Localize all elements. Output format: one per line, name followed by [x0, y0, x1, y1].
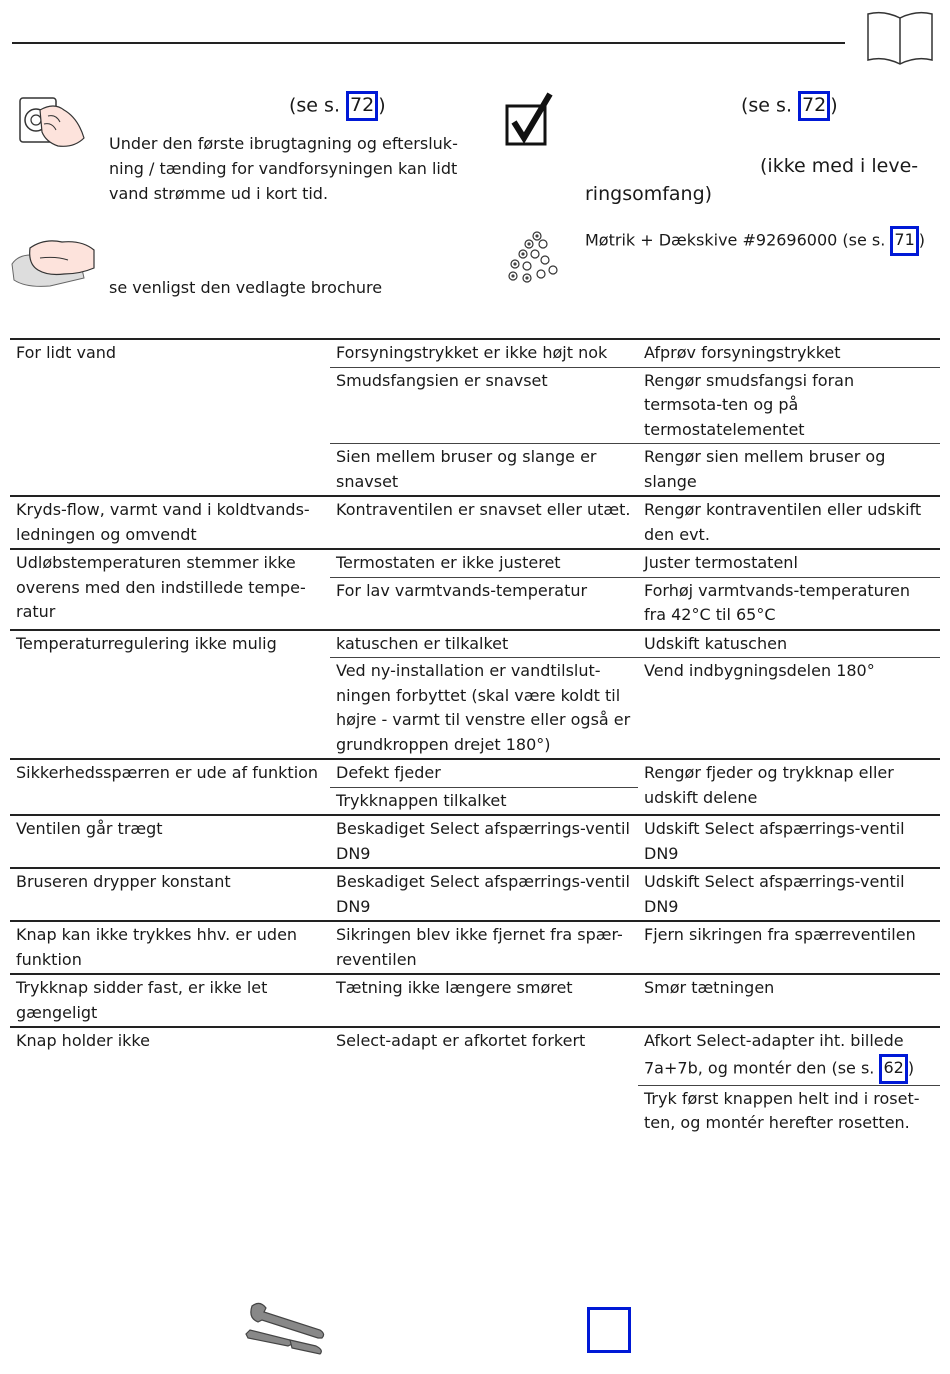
cause-cell: Tætning ikke længere smøret	[330, 974, 638, 1027]
table-row	[10, 921, 940, 974]
problem-cell: Sikkerhedsspærren er ude af funktion	[10, 759, 330, 815]
page-ref-link-62[interactable]: 62	[879, 1054, 907, 1084]
first-use-note: Under den første ibrugtagning og eftersluk- ning / tænding for vandforsyningen kan lidt vand strømme ud i kort tid.	[109, 134, 458, 203]
problem-cell: Temperaturregulering ikke mulig	[10, 630, 330, 760]
remedy-cell: Afkort Select-adapter iht. billede 7a+7b, og montér den (se s. 62 )	[638, 1027, 940, 1085]
remedy-cell: Forhøj varmtvands-temperaturen fra 42°C til 65°C	[638, 577, 940, 630]
page-ref-link-72-left[interactable]: 72	[346, 91, 378, 121]
remedy-cell: Smør tætningen	[638, 974, 940, 1027]
cause-cell: Ved ny-installation er vandtilslut-ningen forbyttet (skal være koldt til højre - varmt til venstre eller også er grundkroppen drejet 180°)	[330, 658, 638, 760]
cause-cell: Termostaten er ikke justeret	[330, 549, 638, 577]
cause-cell: Kontraventilen er snavset eller utæt.	[330, 496, 638, 549]
cause-cell: Defekt fjeder	[330, 759, 638, 787]
problem-cell: Kryds-flow, varmt vand i koldtvands-ledningen og omvendt	[10, 496, 330, 549]
wrench-screwdriver-icon	[242, 1300, 328, 1358]
remedy-cell: Juster termostatenl	[638, 549, 940, 577]
remedy-cell: Fjern sikringen fra spærreventilen	[638, 921, 940, 974]
remedy-cell: Afprøv forsyningstrykket	[638, 339, 940, 367]
remedy-cell: Udskift Select afspærrings-ventil DN9	[638, 868, 940, 921]
cause-cell: Sien mellem bruser og slange er snavset	[330, 444, 638, 497]
not-included-note: (ikke med i leve-	[760, 155, 919, 177]
remedy-cell: Rengør kontraventilen eller udskift den evt.	[638, 496, 940, 549]
table-row	[10, 868, 940, 921]
top-right-page-reference: (se s. 72 )	[741, 91, 838, 121]
remedy-cell: Rengør smudsfangsi foran termsota-ten og på termostatelementet	[638, 367, 940, 444]
cause-cell: katuschen er tilkalket	[330, 630, 638, 658]
nuts-washers-icon	[505, 230, 561, 284]
remedy-cell: Vend indbygningsdelen 180°	[638, 658, 940, 760]
remedy-cell: Udskift katuschen	[638, 630, 940, 658]
problem-cell: Knap kan ikke trykkes hhv. er uden funktion	[10, 921, 330, 974]
problem-cell: Knap holder ikke	[10, 1027, 330, 1137]
problem-cell: Udløbstemperaturen stemmer ikke overens med den indstillede tempe-ratur	[10, 549, 330, 630]
problem-cell: Ventilen går trægt	[10, 815, 330, 868]
cause-cell: Sikringen blev ikke fjernet fra spær-reventilen	[330, 921, 638, 974]
problem-cell: Trykknap sidder fast, er ikke let gængeligt	[10, 974, 330, 1027]
top-left-page-reference: (se s. 72 )	[289, 91, 386, 121]
troubleshooting-table	[10, 338, 940, 1137]
parts-line: Møtrik + Dækskive #92696000 (se s. 71 )	[585, 226, 925, 256]
open-book-icon	[866, 10, 934, 66]
problem-cell: Bruseren drypper konstant	[10, 868, 330, 921]
problem-cell: For lidt vand	[10, 339, 330, 496]
page-ref-link-72-right[interactable]: 72	[798, 91, 830, 121]
cause-cell: Trykknappen tilkalket	[330, 787, 638, 815]
cleaning-brochure-note: se venligst den vedlagte brochure	[109, 278, 383, 297]
cleaning-hand-icon	[10, 234, 96, 290]
table-row	[10, 1027, 940, 1085]
header-rule	[12, 42, 845, 44]
cause-cell: Beskadiget Select afspærrings-ventil DN9	[330, 868, 638, 921]
turn-valve-icon	[14, 92, 90, 150]
cause-cell: For lav varmtvands-temperatur	[330, 577, 638, 630]
checkmark-box-icon	[504, 92, 554, 148]
remedy-cell: Tryk først knappen helt ind i roset-ten, og montér herefter rosetten.	[638, 1085, 940, 1137]
page-ref-link-71[interactable]: 71	[890, 226, 918, 256]
table-row	[10, 759, 940, 787]
cause-cell: Forsyningstrykket er ikke højt nok	[330, 339, 638, 367]
remedy-cell: Udskift Select afspærrings-ventil DN9	[638, 815, 940, 868]
table-row	[10, 339, 940, 367]
not-included-note-cont: ringsomfang)	[585, 183, 713, 205]
table-row	[10, 815, 940, 868]
remedy-cell: Rengør sien mellem bruser og slange	[638, 444, 940, 497]
remedy-cell: Rengør fjeder og trykknap eller udskift delene	[638, 759, 940, 815]
table-row	[10, 496, 940, 549]
cause-cell: Select-adapt er afkortet forkert	[330, 1027, 638, 1137]
table-row	[10, 974, 940, 1027]
cause-cell: Smudsfangsien er snavset	[330, 367, 638, 444]
table-row	[10, 630, 940, 658]
cause-cell: Beskadiget Select afspærrings-ventil DN9	[330, 815, 638, 868]
empty-reference-box[interactable]	[587, 1307, 631, 1353]
table-row	[10, 549, 940, 577]
